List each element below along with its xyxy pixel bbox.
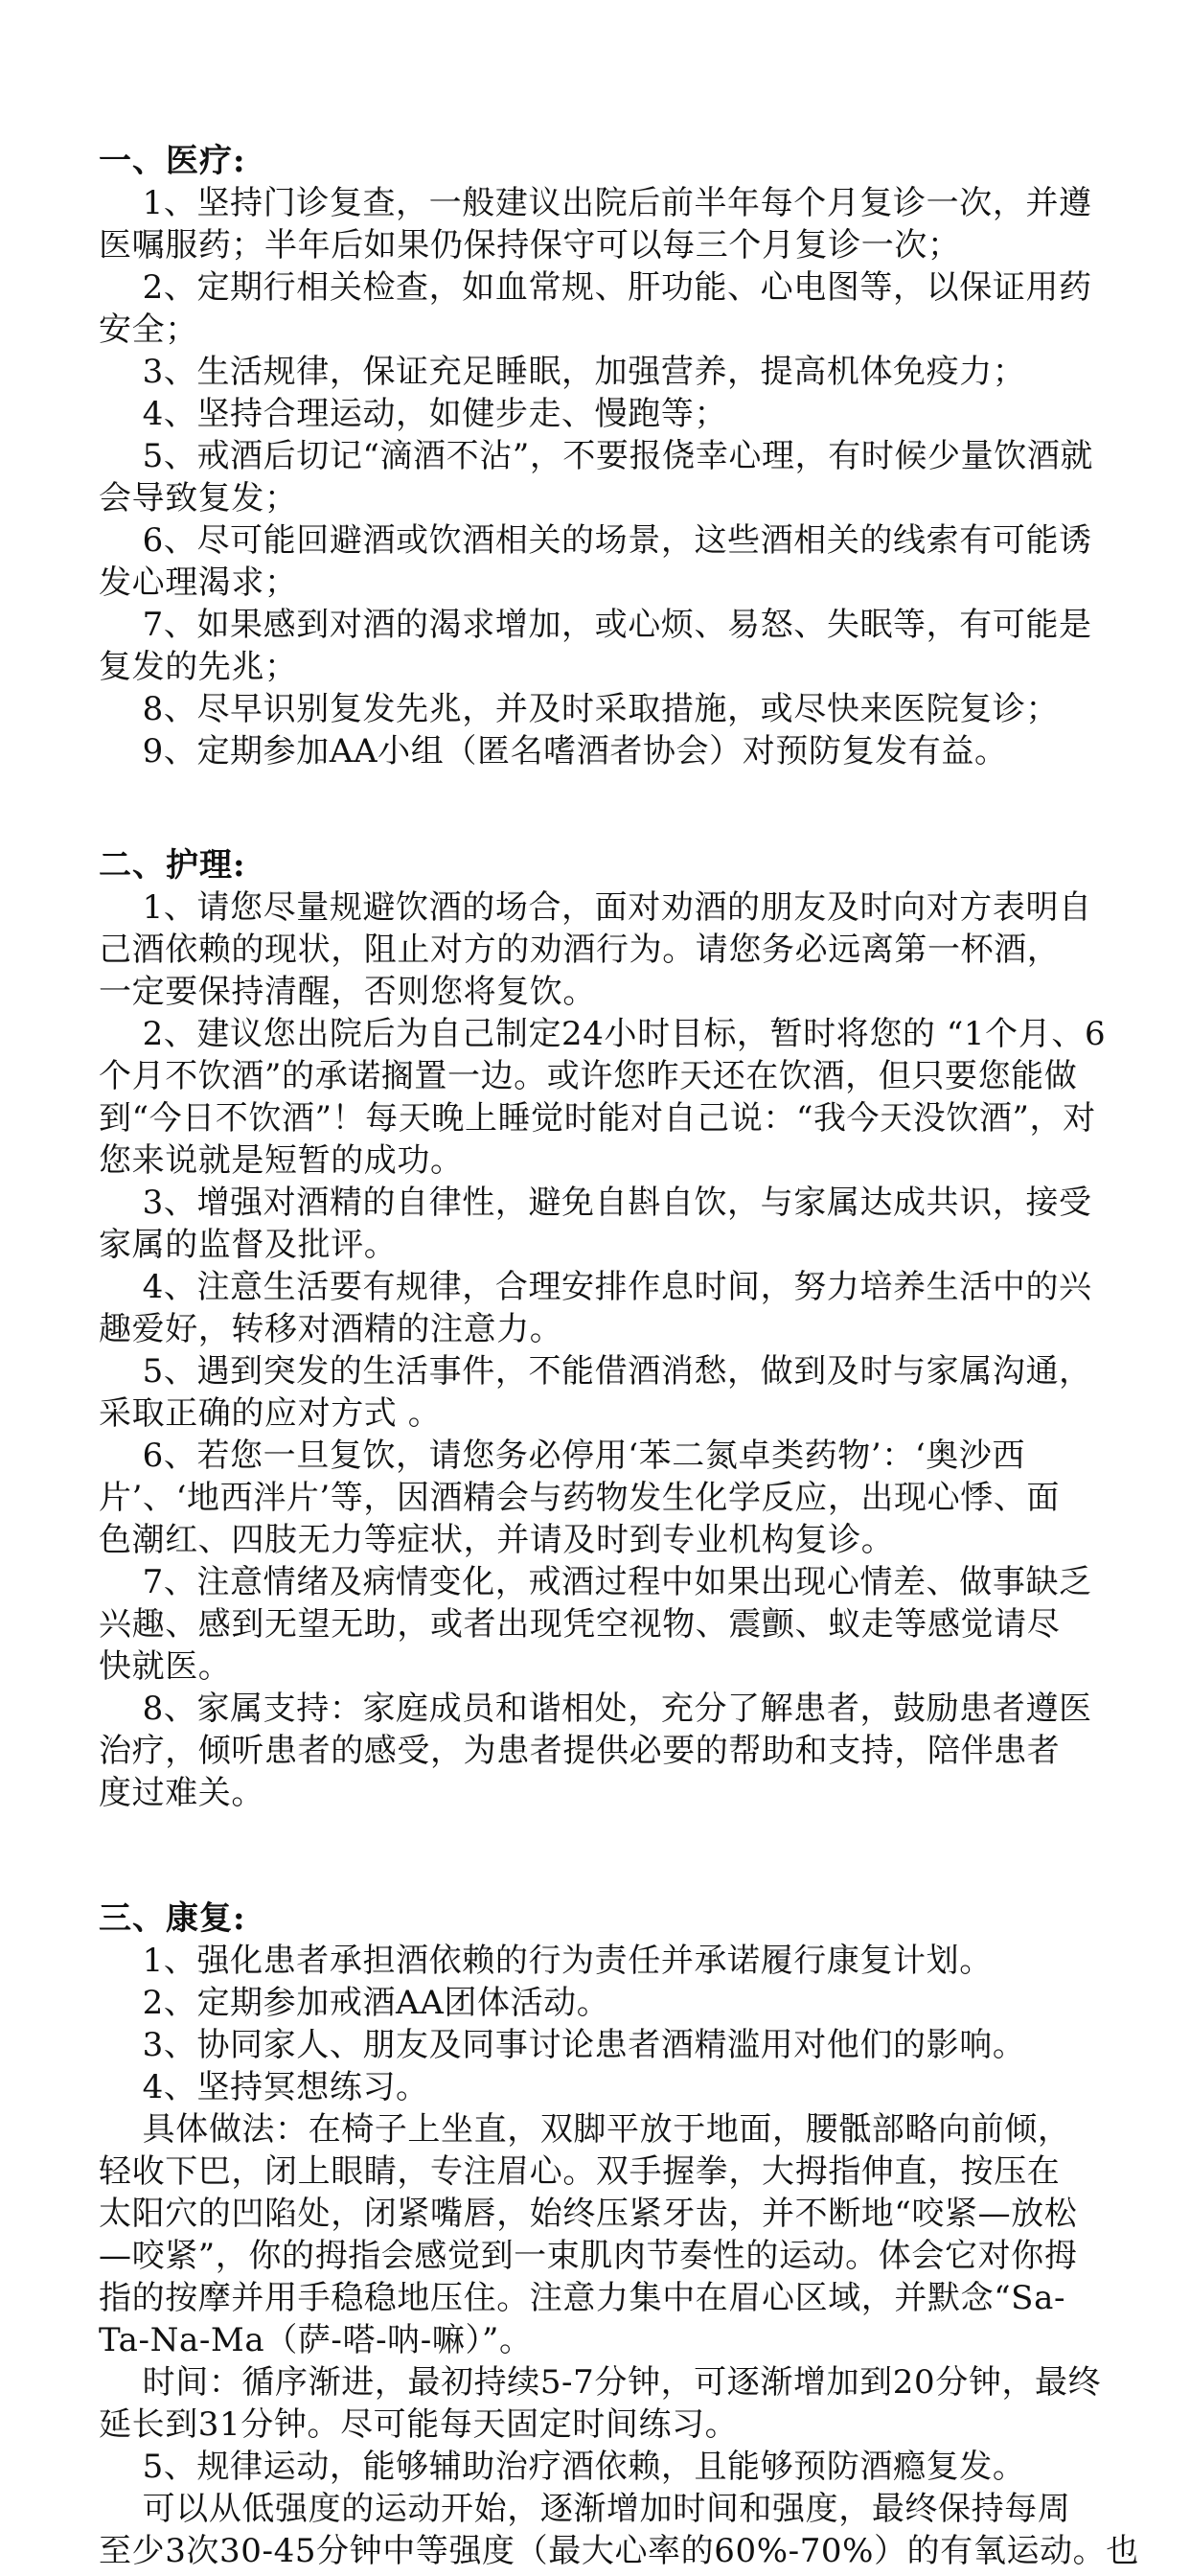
- text-line: 1、坚持门诊复查，一般建议出院后前半年每个月复诊一次，并遵: [99, 184, 1092, 222]
- text-line: 可以从低强度的运动开始，逐渐增加时间和强度，最终保持每周: [99, 2490, 1071, 2528]
- section-nursing: [99, 844, 1135, 1814]
- section-heading: 一、医疗:: [99, 142, 246, 180]
- text-line: 6、若您一旦复饮，请您务必停用‘苯二氮卓类药物’：‘奥沙西: [99, 1437, 1026, 1475]
- text-line: 2、定期行相关检查，如血常规、肝功能、心电图等，以保证用药: [99, 268, 1092, 307]
- text-line: 复发的先兆；: [99, 648, 298, 686]
- text-line: 3、协同家人、朋友及同事讨论患者酒精滥用对他们的影响。: [99, 2026, 1026, 2064]
- text-line: 色潮红、四肢无力等症状，并请及时到专业机构复诊。: [99, 1521, 895, 1559]
- text-line: 7、如果感到对酒的渴求增加，或心烦、易怒、失眠等，有可能是: [99, 606, 1092, 644]
- text-line: 太阳穴的凹陷处，闭紧嘴唇，始终压紧牙齿，并不断地“咬紧—放松: [99, 2195, 1078, 2233]
- text-line: 5、戒酒后切记“滴酒不沾”，不要报侥幸心理，有时候少量饮酒就: [99, 437, 1094, 475]
- text-line: 己酒依赖的现状，阻止对方的劝酒行为。请您务必远离第一杯酒，: [99, 931, 1061, 969]
- section-heading: 二、护理:: [99, 846, 246, 885]
- section-heading: 三、康复:: [99, 1899, 246, 1938]
- text-line: 到“今日不饮酒”！每天晚上睡觉时能对自己说：“我今天没饮酒”，对: [99, 1099, 1096, 1138]
- text-line: 度过难关。: [99, 1774, 264, 1812]
- text-line: 8、尽早识别复发先兆，并及时采取措施，或尽快来医院复诊；: [99, 690, 1060, 728]
- text-line: 个月不饮酒”的承诺搁置一边。或许您昨天还在饮酒，但只要您能做: [99, 1057, 1078, 1095]
- text-line: 指的按摩并用手稳稳地压住。注意力集中在眉心区域，并默念“Sa-: [99, 2279, 1066, 2317]
- text-line: 4、坚持冥想练习。: [99, 2068, 429, 2106]
- text-line: 7、注意情绪及病情变化，戒酒过程中如果出现心情差、做事缺乏: [99, 1563, 1092, 1601]
- text-line: 安全；: [99, 310, 198, 349]
- text-line: 时间：循序渐进，最初持续5-7分钟，可逐渐增加到20分钟，最终: [99, 2363, 1102, 2402]
- text-line: 5、规律运动，能够辅助治疗酒依赖，且能够预防酒瘾复发。: [99, 2448, 1026, 2486]
- text-line: 6、尽可能回避酒或饮酒相关的场景，这些酒相关的线索有可能诱: [99, 521, 1092, 560]
- text-line: 4、注意生活要有规律，合理安排作息时间，努力培养生活中的兴: [99, 1268, 1092, 1306]
- text-line: 具体做法：在椅子上坐直，双脚平放于地面，腰骶部略向前倾，: [99, 2110, 1071, 2149]
- section-body: [99, 886, 1135, 1814]
- text-line: 1、请您尽量规避饮酒的场合，面对劝酒的朋友及时向对方表明自: [99, 888, 1092, 927]
- text-line: Ta-Na-Ma（萨-嗒-呐-嘛）”。: [99, 2321, 533, 2359]
- section-body: [99, 182, 1135, 772]
- text-line: 9、定期参加AA小组（匿名嗜酒者协会）对预防复发有益。: [99, 732, 1008, 770]
- text-line: 2、定期参加戒酒AA团体活动。: [99, 1984, 610, 2022]
- text-line: 3、增强对酒精的自律性，避免自斟自饮，与家属达成共识，接受: [99, 1184, 1092, 1222]
- text-line: 5、遇到突发的生活事件，不能借酒消愁，做到及时与家属沟通，: [99, 1352, 1092, 1391]
- text-line: 延长到31分钟。尽可能每天固定时间练习。: [99, 2405, 739, 2444]
- text-line: 会导致复发；: [99, 479, 298, 518]
- text-line: 快就医。: [99, 1647, 232, 1686]
- text-line: 发心理渴求；: [99, 564, 298, 602]
- text-line: —咬紧”，你的拇指会感觉到一束肌肉节奏性的运动。体会它对你拇: [99, 2237, 1078, 2275]
- text-line: 治疗，倾听患者的感受，为患者提供必要的帮助和支持，陪伴患者: [99, 1732, 1061, 1770]
- section-rehabilitation: [99, 1898, 1139, 2572]
- text-line: 家属的监督及批评。: [99, 1226, 398, 1264]
- text-line: 轻收下巴，闭上眼睛，专注眉心。双手握拳，大拇指伸直，按压在: [99, 2152, 1061, 2191]
- text-line: 1、强化患者承担酒依赖的行为责任并承诺履行康复计划。: [99, 1942, 993, 1980]
- text-line: 8、家属支持：家庭成员和谐相处，充分了解患者，鼓励患者遵医: [99, 1690, 1092, 1728]
- text-line: 您来说就是短暂的成功。: [99, 1141, 464, 1180]
- text-line: 4、坚持合理运动，如健步走、慢跑等；: [99, 395, 728, 433]
- text-line: 片’、‘地西泮片’等，因酒精会与药物发生化学反应，出现心悸、面: [99, 1479, 1061, 1517]
- text-line: 医嘱服药；半年后如果仍保持保守可以每三个月复诊一次；: [99, 226, 961, 264]
- text-line: 趣爱好，转移对酒精的注意力。: [99, 1310, 563, 1348]
- section-medical: [99, 140, 1135, 772]
- section-body: [99, 1940, 1139, 2572]
- text-line: 一定要保持清醒，否则您将复饮。: [99, 973, 596, 1011]
- text-line: 至少3次30-45分钟中等强度（最大心率的60%-70%）的有氧运动。也: [99, 2532, 1139, 2570]
- text-line: 2、建议您出院后为自己制定24小时目标，暂时将您的 “1个月、6: [99, 1015, 1107, 1053]
- text-line: 采取正确的应对方式 。: [99, 1394, 442, 1433]
- text-line: 兴趣、感到无望无助，或者出现凭空视物、震颤、蚁走等感觉请尽: [99, 1605, 1061, 1644]
- text-line: 3、生活规律，保证充足睡眠，加强营养，提高机体免疫力；: [99, 353, 1026, 391]
